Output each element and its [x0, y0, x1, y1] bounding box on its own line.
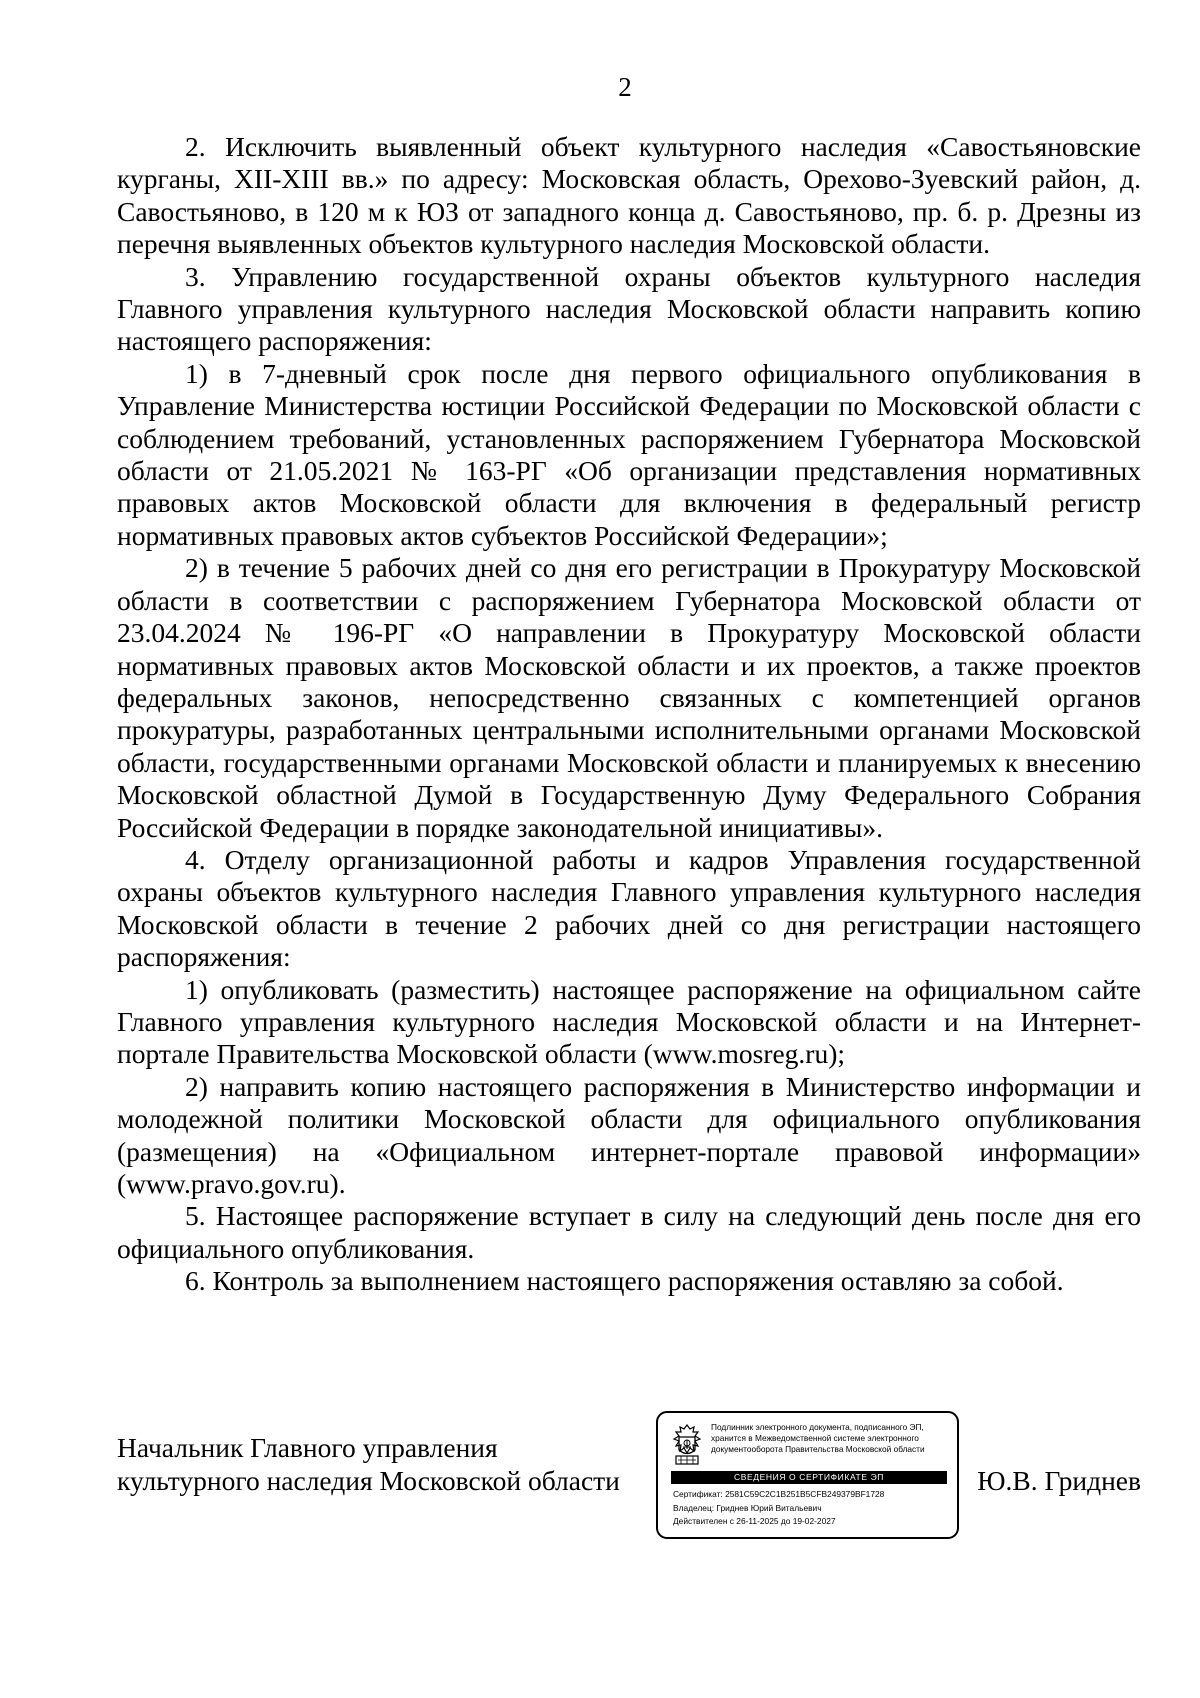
paragraph-item-6: 6. Контроль за выполнением настоящего распоряжения оставляю за собой.: [185, 1265, 1064, 1297]
coat-of-arms-icon: [670, 1423, 704, 1467]
stamp-notice-line: хранится в Межведомственной системе электронного: [711, 1433, 919, 1443]
paragraph-item-3-1: 1) в 7-дневный срок после дня первого официального опубликования в Управление Министерства юстиции Российской Федерации по Московской области с соблюдением требований, установленных распоряжением Губернатора Московской области от 21.05.2021 № 163-РГ «Об организации представления нормативных правовых актов Московской области для включения в федеральный регистр нормативных правовых актов субъектов Российской Федерации»;: [117, 357, 1141, 551]
signer-title-line: культурного наследия Московской области: [117, 1465, 620, 1496]
signer-title: [117, 1431, 620, 1497]
paragraph-item-3-2: 2) в течение 5 рабочих дней со дня его регистрации в Прокуратуру Московской области в соответствии с распоряжением Губернатора Московской области от 23.04.2024 № 196-РГ «О направлении в Прокуратуру Московской области нормативных правовых актов Московской области и их проектов, а также проектов федеральных законов, непосредственно связанных с компетенцией органов прокуратуры, разработанных центральными исполнительными органами Московской области, государственными органами Московской области и планируемых к внесению Московской областной Думой в Государственную Думу Федерального Собрания Российской Федерации в порядке законодательной инициативы».: [117, 552, 1141, 843]
stamp-notice: [711, 1422, 953, 1455]
signature-block: [117, 1431, 1141, 1541]
document-body: [117, 131, 1141, 1298]
stamp-notice-line: Подлинник электронного документа, подписанного ЭП,: [711, 1422, 924, 1432]
paragraph-item-5: 5. Настоящее распоряжение вступает в силу на следующий день после дня его официального опубликования.: [117, 1200, 1141, 1264]
paragraph-item-4: 4. Отделу организационной работы и кадров Управления государственной охраны объектов культурного наследия Главного управления культурного наследия Московской области в течение 2 рабочих дней со дня регистрации настоящего распоряжения:: [117, 843, 1141, 973]
certificate-number: Сертификат: 2581C59C2C1B251B5CFB249379BF1728: [673, 1489, 885, 1499]
stamp-header: СВЕДЕНИЯ О СЕРТИФИКАТЕ ЭП: [671, 1471, 947, 1484]
page-number: 2: [618, 72, 632, 102]
certificate-owner: Владелец: Гриднев Юрий Витальевич: [673, 1502, 822, 1513]
paragraph-item-4-2: 2) направить копию настоящего распоряжения в Министерство информации и молодежной политики Московской области для официального опубликования (размещения) на «Официальном интернет-портале правовой информации» (www.pravo.gov.ru).: [117, 1070, 1141, 1199]
paragraph-item-3: 3. Управлению государственной охраны объектов культурного наследия Главного управления культурного наследия Московской области направить копию настоящего распоряжения:: [117, 260, 1141, 357]
stamp-certificate-details: [673, 1488, 953, 1529]
stamp-notice-line: документооборота Правительства Московской области: [711, 1444, 925, 1454]
signer-title-line: Начальник Главного управления: [117, 1432, 498, 1463]
electronic-signature-stamp: [656, 1411, 959, 1539]
certificate-validity: Действителен с 26-11-2025 до 19-02-2027: [673, 1516, 836, 1526]
signer-name: Ю.В. Гриднев: [977, 1465, 1141, 1496]
paragraph-item-2: 2. Исключить выявленный объект культурного наследия «Савостьяновские курганы, XII-XIII вв.» по адресу: Московская область, Орехово-Зуевский район, д. Савостьяново, в 120 м к ЮЗ от западного конца д. Савостьяново, пр. б. р. Дрезны из перечня выявленных объектов культурного наследия Московской области.: [117, 131, 1141, 260]
paragraph-item-4-1: 1) опубликовать (разместить) настоящее распоряжение на официальном сайте Главного управления культурного наследия Московской области и на Интернет-портале Правительства Московской области (www.mosreg.ru);: [117, 973, 1141, 1070]
